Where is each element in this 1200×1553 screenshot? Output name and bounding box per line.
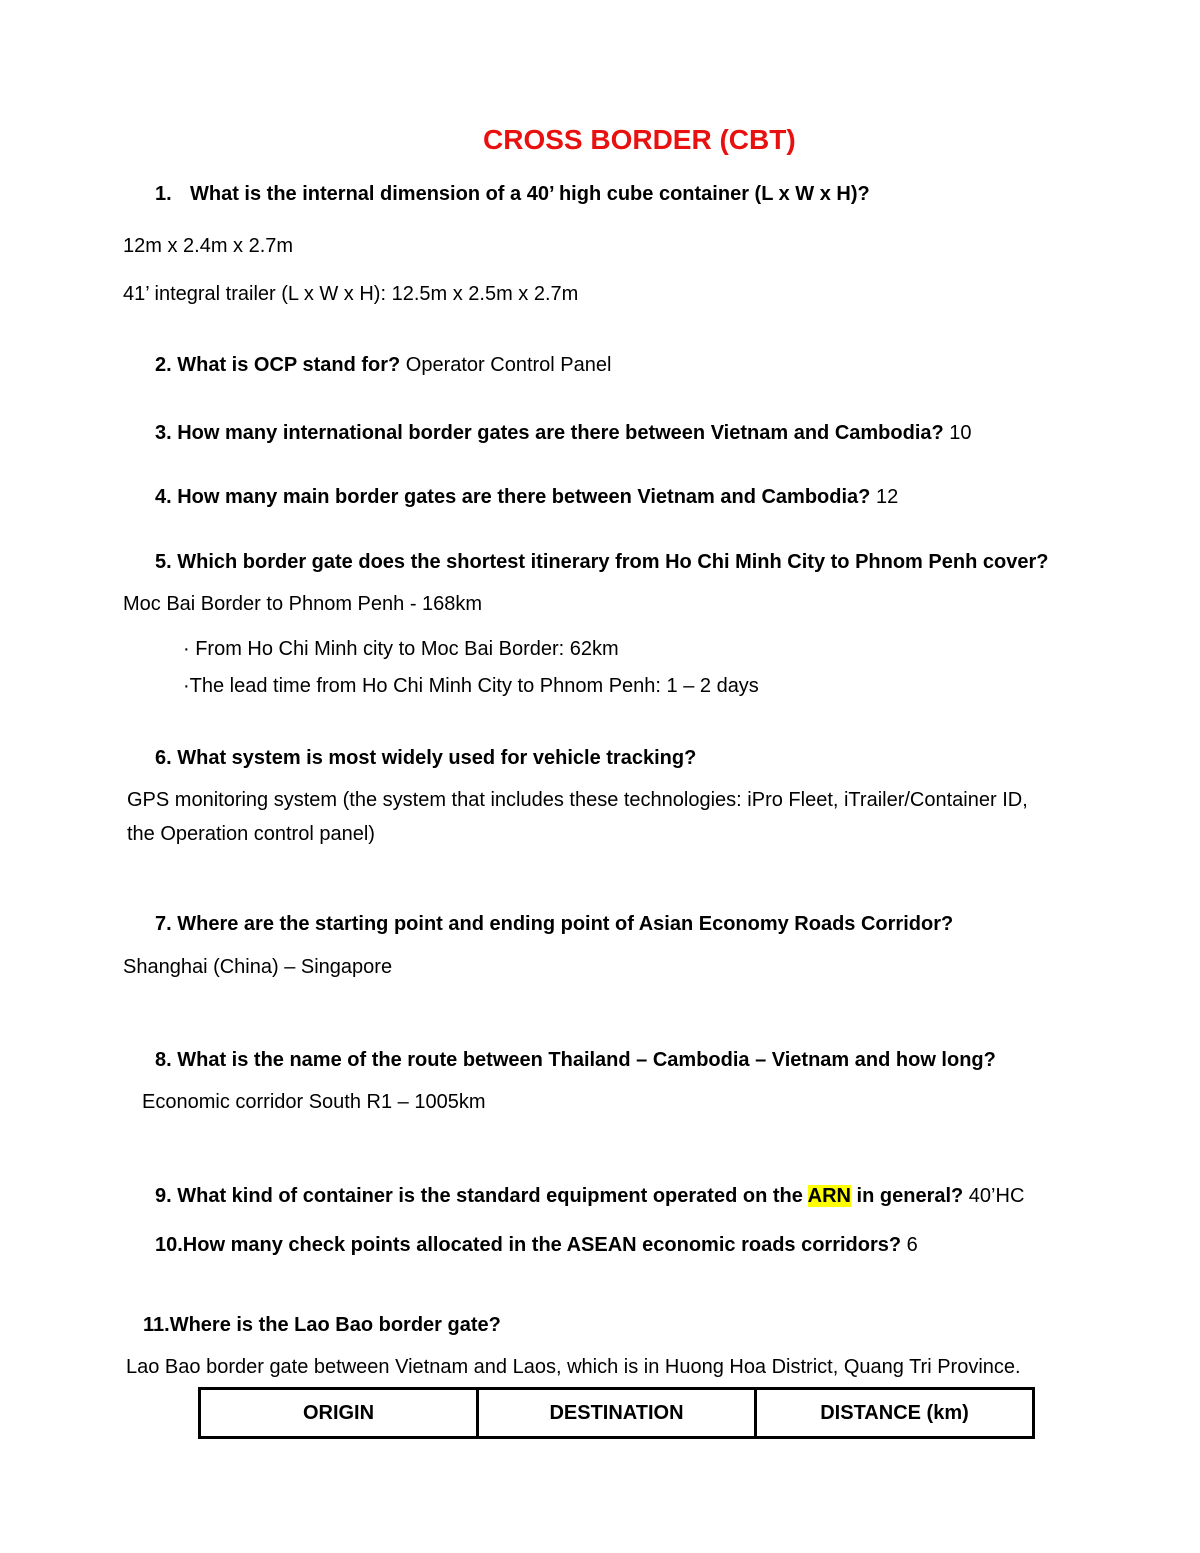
question-8: 8. What is the name of the route between Thailand – Cambodia – Vietnam and how long?	[155, 1049, 996, 1071]
answer-6-line-2: the Operation control panel)	[127, 823, 375, 845]
question-7: 7. Where are the starting point and ending point of Asian Economy Roads Corridor?	[155, 913, 954, 935]
question-1-number: 1.	[155, 183, 172, 205]
question-9: 9. What kind of container is the standard equipment operated on the	[155, 1185, 808, 1207]
highlighted-term: ARN	[807, 1185, 851, 1207]
answer-5-bullet: ·The lead time from Ho Chi Minh City to Phnom Penh: 1 – 2 days	[183, 675, 759, 697]
question-3-line	[155, 423, 972, 443]
answer-3: 10	[943, 422, 972, 444]
question-2: 2. What is OCP stand for?	[155, 354, 401, 376]
answer-5-bullet: · From Ho Chi Minh city to Moc Bai Border: 62km	[183, 638, 619, 660]
answer-4: 12	[870, 486, 899, 508]
question-5: 5. Which border gate does the shortest itinerary from Ho Chi Minh City to Phnom Penh cover?	[155, 551, 1049, 573]
question-11: 11.Where is the Lao Bao border gate?	[143, 1314, 501, 1336]
question-9-end: in general?	[851, 1185, 964, 1207]
question-6: 6. What system is most widely used for vehicle tracking?	[155, 747, 697, 769]
answer-2: Operator Control Panel	[400, 354, 612, 376]
table-header-destination: DESTINATION	[478, 1389, 756, 1438]
answer-8: Economic corridor South R1 – 1005km	[142, 1091, 486, 1113]
question-3: 3. How many international border gates are there between Vietnam and Cambodia?	[155, 422, 944, 444]
table-header-distance: DISTANCE (km)	[756, 1389, 1034, 1438]
question-1: What is the internal dimension of a 40’ high cube container (L x W x H)?	[190, 183, 870, 205]
question-4-line	[155, 487, 898, 507]
table-header-origin: ORIGIN	[200, 1389, 478, 1438]
answer-9: 40’HC	[963, 1185, 1025, 1207]
answer-7: Shanghai (China) – Singapore	[123, 956, 393, 978]
answer-6-line-1: GPS monitoring system (the system that includes these technologies: iPro Fleet, iTrailer/Container ID,	[127, 789, 1028, 811]
answer-1-extra: 41’ integral trailer (L x W x H): 12.5m x 2.5m x 2.7m	[123, 283, 579, 305]
question-2-line	[155, 355, 611, 375]
question-10: 10.How many check points allocated in the ASEAN economic roads corridors?	[155, 1234, 902, 1256]
answer-10: 6	[901, 1234, 918, 1256]
question-9-line	[155, 1186, 1024, 1206]
answer-5: Moc Bai Border to Phnom Penh - 168km	[123, 593, 483, 615]
answer-11: Lao Bao border gate between Vietnam and Laos, which is in Huong Hoa District, Quang Tri Province.	[126, 1356, 1021, 1378]
route-table	[198, 1387, 1035, 1439]
question-10-line	[155, 1235, 918, 1255]
answer-1: 12m x 2.4m x 2.7m	[123, 235, 294, 257]
question-4: 4. How many main border gates are there between Vietnam and Cambodia?	[155, 486, 871, 508]
page-title: CROSS BORDER (CBT)	[483, 124, 796, 155]
table-header-row	[200, 1389, 1034, 1438]
